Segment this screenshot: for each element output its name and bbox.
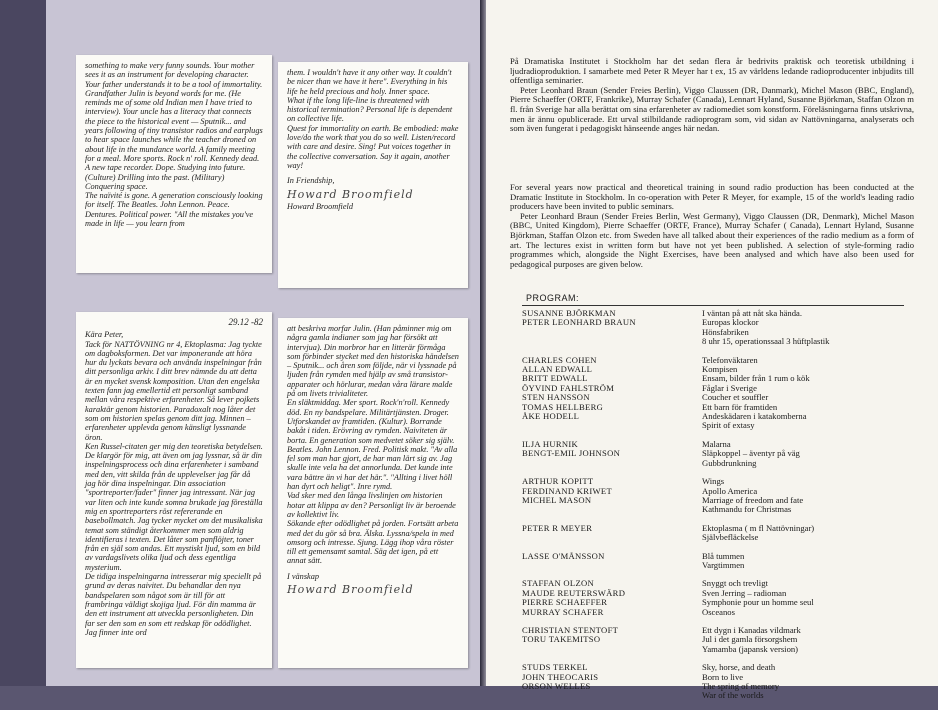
producer-name: TOMAS HELLBERG [522, 401, 604, 412]
clipping-paragraph: De tidiga inspelningarna intresserar mig speciellt på grund av deras naivitet. Du behandlar den nya bandspelaren som något som är till för att frambringa väldigt skojiga ljud. För din mamma är den ett instrument att utveckla personligheten. Din far ser den som en som ett redskap för odödlighet. Jag finner inte ord [85, 572, 262, 637]
producer-name: ÅKE HODELL [522, 411, 580, 422]
producer-name: MURRAY SCHAFER [522, 606, 604, 617]
letter-author-name: Howard Broomfield [287, 201, 353, 211]
english-paragraph-2: Peter Leonhard Braun (Sender Freies Berlin, West Germany), Viggo Claussen (DR, Denmark), Michel Mason (BBC, United Kingdom), Pierre Schaeffer (ORTF, France), Murray Schafer ( Canada), Lennart Hyland, Susanne Björkman, Staffan Olzon etc. from Sweden have all talked about their experiences of the radio medium as a form of art. The lectures exist in written form but have not yet been published. A selection of style-forming radio programmes which, alongside the Night Exercises, have been analysed and which have also been used for pedagogical purposes are given below. [510, 210, 914, 269]
program-title: Coucher et souffler [702, 392, 769, 403]
program-group [522, 626, 912, 654]
clipping-paragraph: them. I wouldn't have it any other way. It couldn't be nicer than we have it here". Everything in his life he held precious and holy. Inner space. [287, 68, 452, 96]
producer-names [522, 440, 702, 468]
program-group [522, 524, 912, 543]
program-title: Självbefläckelse [702, 532, 759, 543]
producer-names [522, 524, 702, 543]
letter-greeting: Kära Peter, [85, 330, 124, 340]
program-title: Jul i det gamla försorgshem [702, 634, 798, 645]
producer-names [522, 626, 702, 654]
program-title: Kathmandu for Christmas [702, 504, 792, 515]
letter-clipping-swedish-2 [278, 318, 468, 668]
producer-name: JOHN THEOCARIS [522, 671, 599, 682]
program-title: Hönsfabriken [702, 326, 749, 337]
program-title: Born to live [702, 671, 744, 682]
program-group [522, 552, 912, 571]
clipping-paragraph: Tack för NATTÖVNING nr 4, Ektoplasma: Jag tyckte om dagboksformen. Det var imponerande att höra hur du lyckats bevara och använda inspelningar från ditt personliga arkiv. I ditt brev nämnde du att detta är en mycket svensk komposition. Utan den engelska texten fann jag emellertid ett personligt samband mellan våra respektive erfarenheter. Så lever pojkets karaktär genom historien. Paradoxalt nog låter det som om historien spelas genom ditt jag. Minnen – erfarenheter upplevda genom känsligt lyssnande öron. [85, 339, 262, 442]
clipping-paragraph: En släktmiddag. Mer sport. Rock'n'roll. Kennedy död. En ny bandspelare. Militärtjänsten. Droger. Utforskandet av framtiden. (Kultur). Borrande bakåt i tiden. Erövring av rymden. Naiviteten är borta. En generation som medvetet söker sig själv. Beatles. John Lennon. Fred. Politisk makt. "Av alla fel som man har gjort, de har man lärt sig av. Jag skulle inte vela ha det annorlunda. Det kunde inte vara bättre än vi har det här.". "Allting i livet höll han dyrt och heligt". Inre rymd. [287, 398, 458, 492]
letter-closing: I vänskap [287, 571, 320, 581]
program-title: Fåglar i Sverige [702, 382, 757, 393]
producer-name: PETER LEONHARD BRAUN [522, 317, 636, 328]
program-title: Telefonväktaren [702, 354, 758, 365]
producer-name: BRITT EDWALL [522, 373, 588, 384]
swedish-paragraph-1: På Dramatiska Institutet i Stockholm har det sedan flera år bedrivits praktisk och teoretisk utbildning i ljudradioproduktion. I samarbete med Peter R Meyer har t ex, 15 av världens ledande radioproducenter inbjudits till offentliga seminarier. [510, 56, 914, 86]
program-title: War of the worlds [702, 690, 764, 701]
letter-clipping-english-2 [278, 62, 468, 288]
program-title: Kompisen [702, 364, 738, 375]
program-title: 8 uhr 15, operationssaal 3 hüftplastik [702, 336, 830, 347]
program-title: Ett dygn i Kanadas vildmark [702, 624, 801, 635]
producer-name: STUDS TERKEL [522, 662, 588, 673]
program-title: Wings [702, 476, 725, 487]
program-group [522, 663, 912, 701]
program-title: I väntan på att nåt ska hända. [702, 308, 802, 318]
producer-name: MICHEL MASON [522, 494, 592, 505]
program-titles [702, 663, 912, 701]
program-title: Snyggt och trevligt [702, 578, 768, 589]
producer-name: CHRISTIAN STENTOFT [522, 624, 619, 635]
program-titles [702, 356, 912, 431]
producer-names [522, 309, 702, 347]
program-titles [702, 309, 912, 347]
program-title: Marriage of freedom and fate [702, 494, 804, 505]
english-intro [510, 183, 914, 269]
clipping-paragraph: something to make very funny sounds. Your mother sees it as an instrument for developing character. Your father understands it to be a tool of immortality. Grandfather Julin is beyond words for me. (He reminds me of some old Indian men I have tried to interview). Your uncle has a literacy that connects the piece to the historical event — Sputnik... and years following of tiny transistor radios and earplugs to hear space launches while the teacher droned on about life in the mundance world. A family meeting for a meal. More sports. Rock n' roll. Kennedy dead. A new tape recorder. Dope. Studying into future. (Culture) Drilling into the past. (Military) Conquering space. [85, 61, 263, 191]
producer-name: STAFFAN OLZON [522, 578, 595, 589]
clipping-paragraph: att beskriva morfar Julin. (Han påminner mig om några gamla indianer som jag har försökt att intervjua). Din morbror har en litterär förmåga som förbinder stycket med den historiska händelsen – Sputnik... och åren som följde, när vi lyssnade på ljuden från rymden med hjälp av små transistor-apparater och hörlurar, medan våra lärare malde på om livets trivialiteter. [287, 324, 459, 399]
program-title: Vargtimmen [702, 559, 745, 570]
clipping-paragraph: Sökande efter odödlighet på jorden. Fortsätt arbeta med det du gör så bra. Älska. Lyssna/spela in med omsorg och intresse. Sjung. Lägg ihop våra röster till ett gemensamt samtal. Säg det igen, på ett annat sätt. [287, 519, 459, 566]
swedish-intro [510, 57, 914, 134]
producer-name: MAUDE REUTERSWÄRD [522, 587, 626, 598]
producer-name: TORU TAKEMITSO [522, 634, 601, 645]
program-title: Blå tummen [702, 550, 745, 561]
clipping-paragraph: Vad sker med den långa livslinjen om historien hotar att klippa av den? Personligt liv är beroende av kollektivt liv. [287, 491, 456, 519]
program-title: Ensam, bilder från 1 rum o kök [702, 373, 810, 384]
program-title: Gubbdrunkning [702, 457, 757, 468]
program-group [522, 440, 912, 468]
program-title: Släpkoppel – äventyr på väg [702, 448, 800, 459]
producer-name: LASSE O'MÅNSSON [522, 550, 605, 561]
program-titles [702, 477, 912, 515]
program-title: Ektoplasma ( m fl Nattövningar) [702, 522, 815, 533]
program-title: Apollo America [702, 485, 758, 496]
producer-name: BENGT-EMIL JOHNSON [522, 448, 621, 459]
producer-name: ILJA HURNIK [522, 438, 579, 449]
program-title: Andeskädaren i katakomberna [702, 411, 807, 422]
handwritten-signature: Howard Broomfield [287, 187, 414, 201]
producer-name: ALLAN EDWALL [522, 364, 593, 375]
program-titles [702, 626, 912, 654]
producer-names [522, 552, 702, 571]
program-title: The spring of memory [702, 681, 780, 691]
producer-names [522, 356, 702, 431]
program-title: Ett barn för framtiden [702, 401, 778, 412]
producer-name: STEN HANSSON [522, 392, 590, 403]
producer-name: FERDINAND KRIWET [522, 485, 613, 496]
producer-name: SUSANNE BJÖRKMAN [522, 308, 616, 318]
program-group [522, 579, 912, 617]
producer-name: ÖYVIND FAHLSTRÖM [522, 382, 615, 393]
producer-name: ARTHUR KOPITT [522, 476, 594, 487]
producer-names [522, 477, 702, 515]
handwritten-signature: Howard Broomfield [287, 583, 414, 597]
producer-name: PIERRE SCHAEFFER [522, 597, 608, 608]
producer-name: PETER R MEYER [522, 522, 593, 533]
producer-name: CHARLES COHEN [522, 354, 597, 365]
program-group [522, 309, 912, 347]
producer-names [522, 579, 702, 617]
program-group [522, 356, 912, 431]
program-heading: PROGRAM: [526, 293, 580, 303]
clipping-paragraph: What if the long life-line is threatened with historical termination? Personal life is dependent on collective life. [287, 95, 453, 124]
swedish-paragraph-2: Peter Leonhard Braun (Sender Freies Berlin), Viggo Claussen (DR, Danmark), Michel Mason (BBC, England), Pierre Schaeffer (ORTF, Frankrike), Murray Schafer (Canada), Lennart Hyland, Susanne Björkman, Staffan Olzon m fl. från Sverige har alla berättat om sina erfarenheter av radiomediet som konstform. Föreläsningarna finns utskrivna, men är ännu opublicerade. Ett urval stilbildande radioprogram som, vid sidan av Nattövningarna, analyserats och som även fungerat i pedagogiskt hänseende anges här nedan. [510, 84, 914, 134]
letter-clipping-english-1 [76, 55, 272, 273]
program-title: Symphonie pour un homme seul [702, 597, 814, 608]
letter-date: 29.12 -82 [228, 317, 263, 327]
program-title: Spirit of extasy [702, 420, 755, 431]
program-list [522, 309, 912, 710]
program-title: Sven Jerring – radioman [702, 587, 787, 598]
clipping-paragraph: Ken Russel-citaten ger mig den teoretiska betydelsen. De klargör för mig, att även om jag lyssnar, så är din inspelningsprocess och dina erfarenheter i samband med den, vitt skilda från de upplevelser jag får då jag hör dina inspelningar. Din association "sportreporter/fader" finner jag intressant. När jag var liten och inte kunde somna brukade jag föreställa mig en sportreporters röst refererande en basebollmatch. Jag tycker mycket om det musikaliska temat som ständigt återkommer men som aldrig identifieras i texten. Det låter som panflöjter, toner från en själ som andas. Ett mystiskt ljud, som en bild av vardagslivets olika ljud och dess egentliga mysterium. [85, 441, 263, 572]
program-title: Europas klockor [702, 317, 759, 328]
program-title: Yamamba (japansk version) [702, 643, 799, 654]
program-titles [702, 552, 912, 571]
program-titles [702, 440, 912, 468]
letter-closing: In Friendship, [287, 176, 335, 186]
program-title: Malarna [702, 438, 731, 449]
program-title: Osceanos [702, 606, 735, 617]
program-title: Sky, horse, and death [702, 662, 776, 673]
program-titles [702, 524, 912, 543]
letter-clipping-swedish-1 [76, 312, 272, 668]
program-group [522, 477, 912, 515]
program-titles [702, 579, 912, 617]
producer-names [522, 663, 702, 701]
english-paragraph-1: For several years now practical and theoretical training in sound radio production has been conducted at the Dramatic Institute in Stockholm. In co-operation with Peter R Meyer, for example, 15 of the world's leading radio producers have been invited to public seminars. [510, 182, 914, 212]
clipping-paragraph: Quest for immortality on earth. Be embodied: make love/do the work that you do so well. Listen/record with care and desire. Sing! Put voices together in the collective conversation. Say it again, another way! [287, 123, 459, 170]
program-divider [522, 305, 904, 306]
clipping-paragraph: The naïvité is gone. A generation consciously looking for itself. The Beatles. John Lennon. Peace. Dentures. Political power. "All the mistakes you've made in life — you learn from [85, 191, 263, 229]
producer-name: ORSON WELLES [522, 681, 591, 691]
